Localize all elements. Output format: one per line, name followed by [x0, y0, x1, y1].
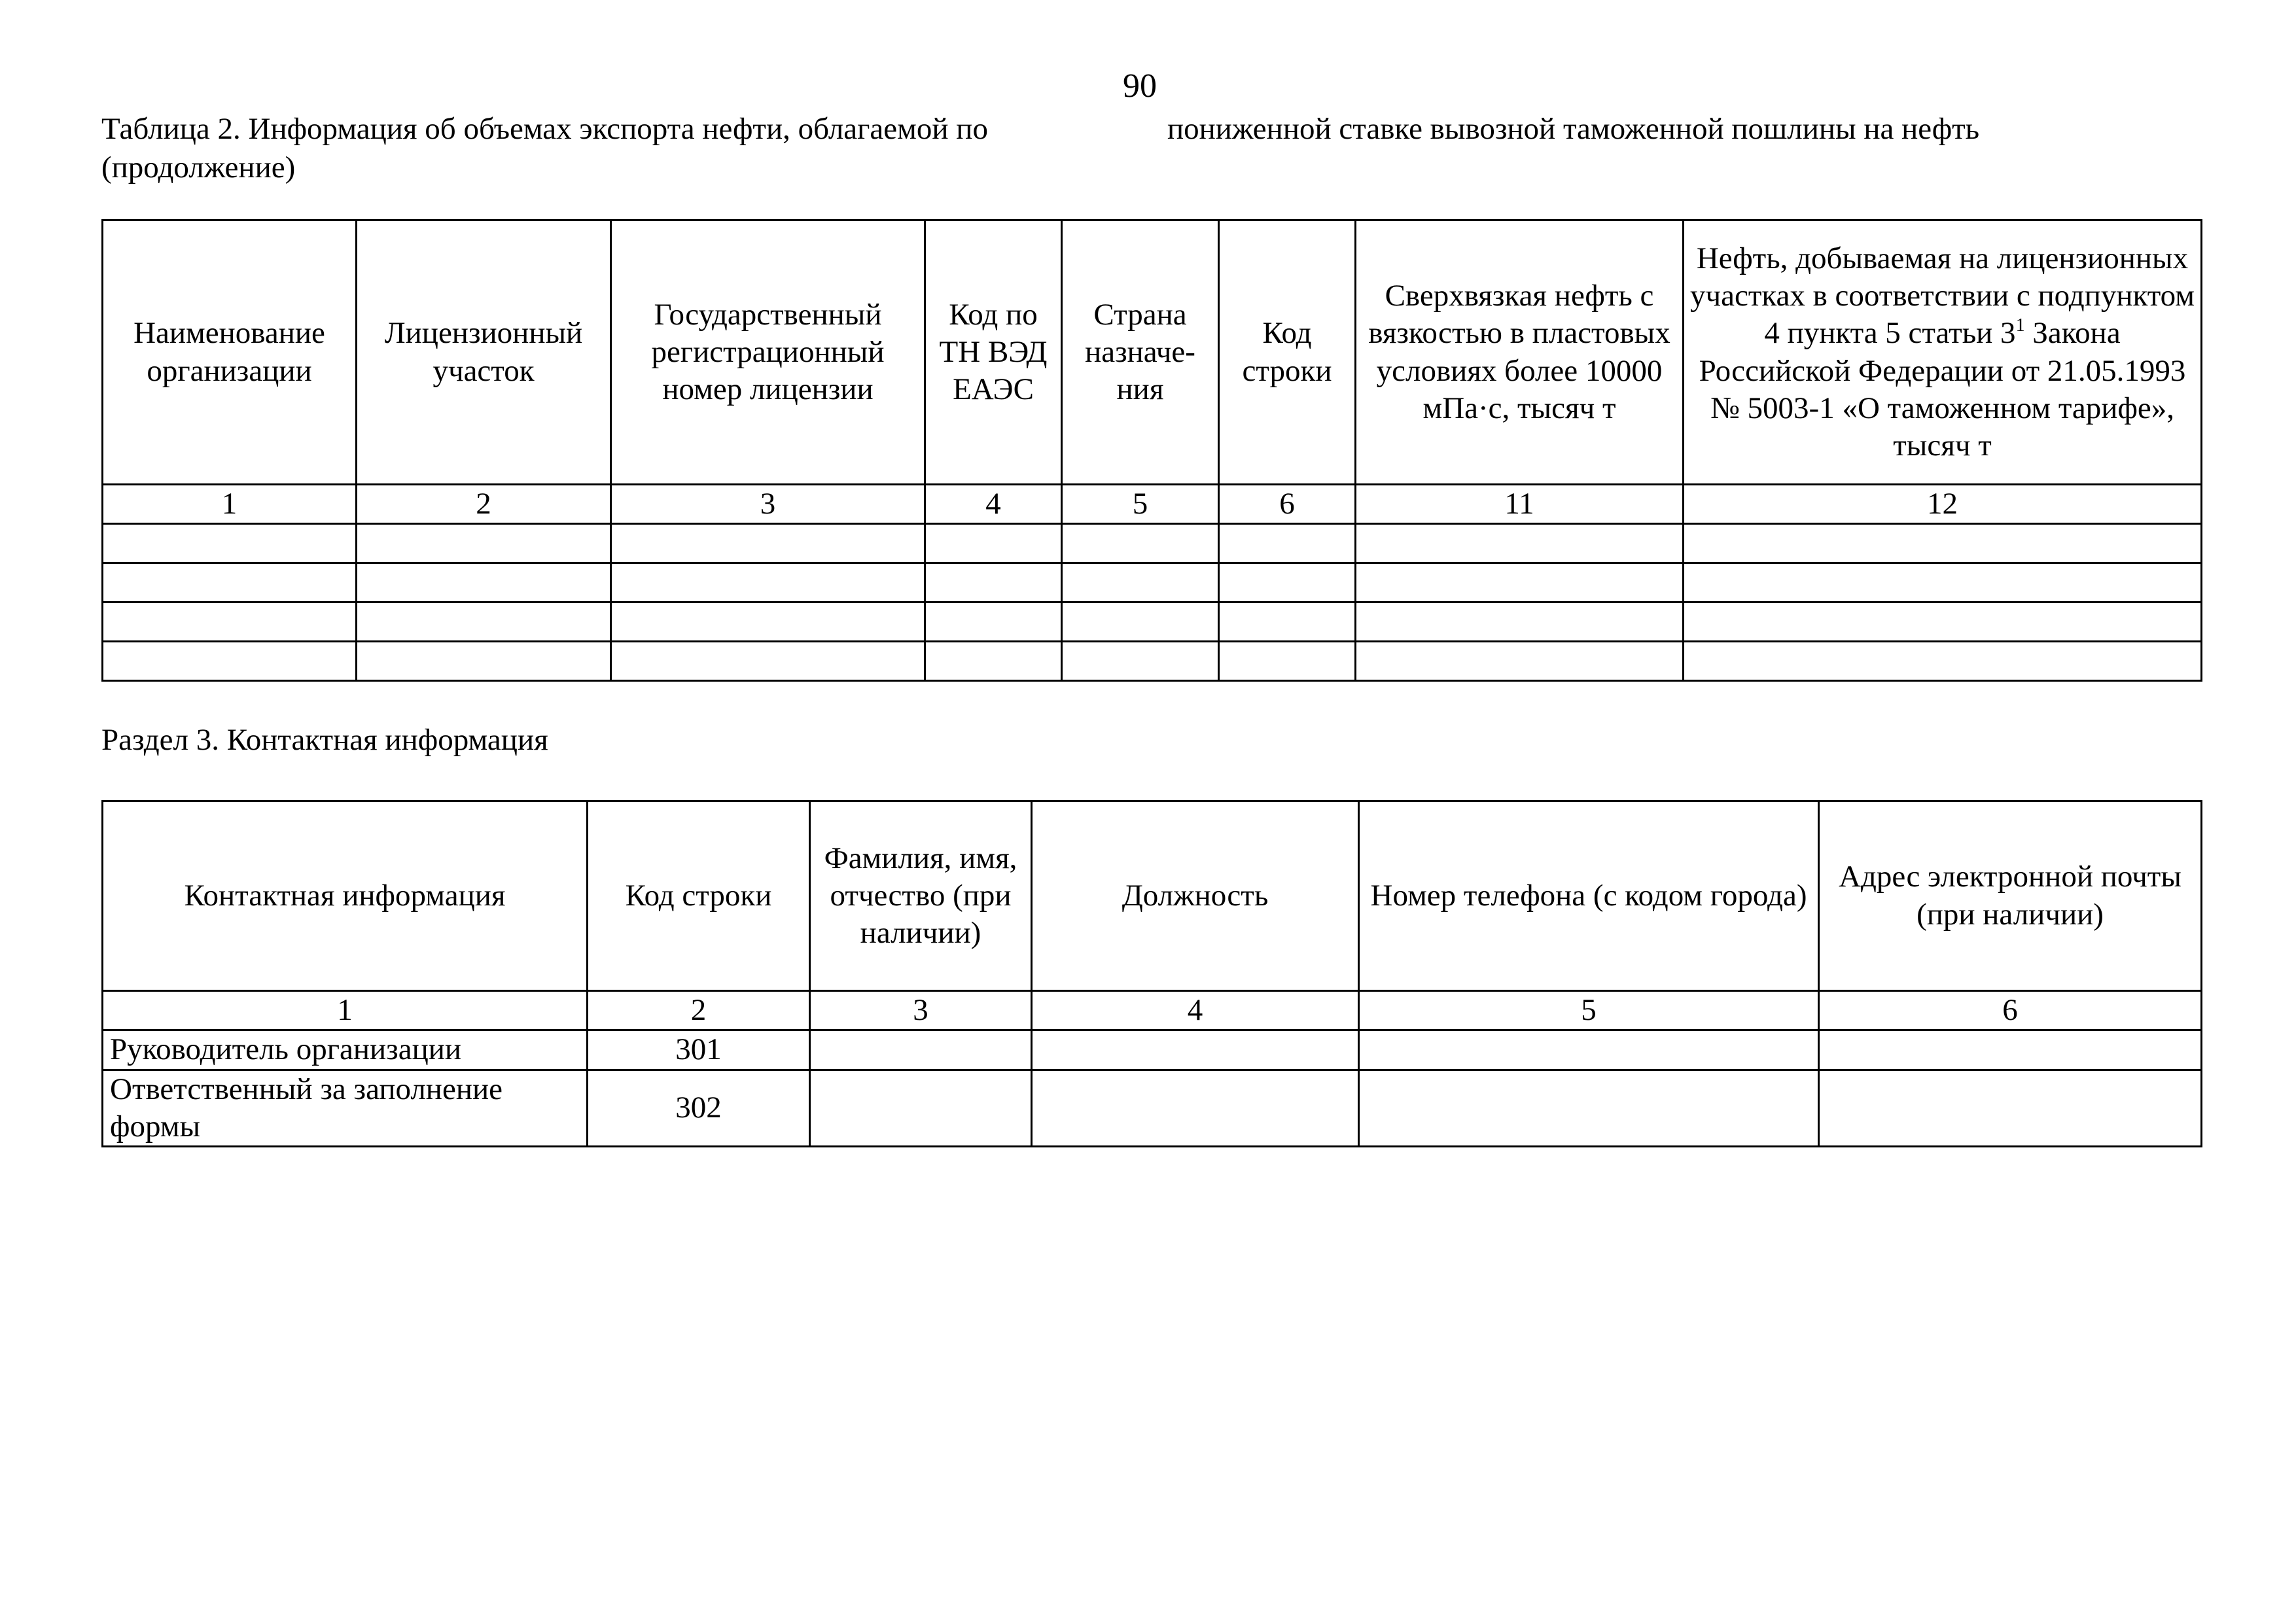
table-cell[interactable]: [925, 642, 1062, 681]
table-cell[interactable]: [1032, 1070, 1359, 1147]
column-number: 11: [1356, 485, 1684, 524]
table-cell[interactable]: [1219, 642, 1356, 681]
table-cell[interactable]: [1819, 1070, 2202, 1147]
table-row: [103, 563, 2202, 602]
table-cell[interactable]: [1359, 1030, 1819, 1070]
column-number: 6: [1219, 485, 1356, 524]
table2-caption-continued: пониженной ставке вывозной таможенной пошлины на нефть: [1167, 112, 1980, 146]
contact-role-label: Руководитель организации: [103, 1030, 588, 1070]
table-cell[interactable]: [1062, 602, 1219, 642]
header-email: Адрес электронной почты (при наличии): [1819, 801, 2202, 991]
column-number: 12: [1684, 485, 2202, 524]
header-heavy-oil: Сверхвязкая нефть с вязкостью в пластовых условиях более 10000 мПа·с, тысяч т: [1356, 220, 1684, 485]
table-cell[interactable]: [103, 563, 357, 602]
table2-header-row: [103, 220, 2202, 485]
table-row: [103, 1030, 2202, 1070]
table-cell[interactable]: [925, 602, 1062, 642]
header-license-area: Лицензионный участок: [357, 220, 611, 485]
table-row: [103, 524, 2202, 563]
column-number: 2: [357, 485, 611, 524]
column-number: 6: [1819, 991, 2202, 1030]
table-cell[interactable]: [1219, 602, 1356, 642]
table3-column-numbers: [103, 991, 2202, 1030]
table-cell[interactable]: [103, 642, 357, 681]
header-phone: Номер телефона (с кодом города): [1359, 801, 1819, 991]
header-row-code: Код строки: [588, 801, 810, 991]
header-tn-ved-code: Код по ТН ВЭД ЕАЭС: [925, 220, 1062, 485]
table-row: [103, 642, 2202, 681]
page-number: 90: [1123, 67, 1157, 105]
table-cell[interactable]: [1032, 1030, 1359, 1070]
table-cell[interactable]: [357, 642, 611, 681]
table2-caption: Таблица 2. Информация об объемах экспорта нефти, облагаемой по: [101, 112, 988, 146]
column-number: 4: [925, 485, 1062, 524]
column-number: 3: [810, 991, 1032, 1030]
licensed-oil-text-2: Закона Российской Федерации от 21.05.1993 № 5003-1 «О таможенном тарифе», тысяч т: [1699, 316, 2186, 463]
table-cell[interactable]: [1219, 563, 1356, 602]
licensed-oil-text-1: Нефть, добываемая на лицензионных участках в соответствии с подпунктом 4 пункта 5 статьи 3: [1689, 241, 2195, 351]
table-cell[interactable]: [611, 563, 925, 602]
header-position: Должность: [1032, 801, 1359, 991]
column-number: 1: [103, 485, 357, 524]
table-cell[interactable]: [1219, 524, 1356, 563]
licensed-oil-superscript: 1: [2015, 315, 2025, 336]
table3-contact-info: [101, 800, 2202, 1147]
table-cell[interactable]: [1356, 524, 1684, 563]
header-row-code: Код строки: [1219, 220, 1356, 485]
contact-role-label: Ответственный за заполнение формы: [103, 1070, 588, 1147]
contact-row-code: 302: [588, 1070, 810, 1147]
table-cell[interactable]: [925, 563, 1062, 602]
table-cell[interactable]: [1359, 1070, 1819, 1147]
table-cell[interactable]: [103, 602, 357, 642]
table-cell[interactable]: [1356, 563, 1684, 602]
contact-row-code: 301: [588, 1030, 810, 1070]
table-cell[interactable]: [1684, 642, 2202, 681]
table-cell[interactable]: [103, 524, 357, 563]
header-country: Страна назначе-ния: [1062, 220, 1219, 485]
table-cell[interactable]: [357, 563, 611, 602]
table-cell[interactable]: [357, 524, 611, 563]
table-cell[interactable]: [1356, 642, 1684, 681]
table-cell[interactable]: [611, 602, 925, 642]
column-number: 3: [611, 485, 925, 524]
table-cell[interactable]: [1684, 602, 2202, 642]
table-cell[interactable]: [810, 1030, 1032, 1070]
table2-continuation-note: (продолжение): [101, 150, 296, 184]
header-contact-info: Контактная информация: [103, 801, 588, 991]
table-cell[interactable]: [1062, 563, 1219, 602]
header-licensed-oil: [1684, 220, 2202, 485]
table-row: [103, 1070, 2202, 1147]
header-license-number: Государственный регистрационный номер лицензии: [611, 220, 925, 485]
column-number: 4: [1032, 991, 1359, 1030]
table-cell[interactable]: [925, 524, 1062, 563]
table-cell[interactable]: [1819, 1030, 2202, 1070]
table-cell[interactable]: [357, 602, 611, 642]
header-full-name: Фамилия, имя, отчество (при наличии): [810, 801, 1032, 991]
table2-column-numbers: [103, 485, 2202, 524]
table-cell[interactable]: [1356, 602, 1684, 642]
table-cell[interactable]: [1062, 642, 1219, 681]
table-cell[interactable]: [1062, 524, 1219, 563]
table-cell[interactable]: [611, 642, 925, 681]
header-org-name: Наименование организации: [103, 220, 357, 485]
column-number: 5: [1359, 991, 1819, 1030]
column-number: 1: [103, 991, 588, 1030]
table-cell[interactable]: [1684, 563, 2202, 602]
table-cell[interactable]: [810, 1070, 1032, 1147]
table-cell[interactable]: [611, 524, 925, 563]
section3-title: Раздел 3. Контактная информация: [101, 723, 548, 757]
table3-header-row: [103, 801, 2202, 991]
table-cell[interactable]: [1684, 524, 2202, 563]
column-number: 5: [1062, 485, 1219, 524]
column-number: 2: [588, 991, 810, 1030]
table2-oil-export: [101, 219, 2202, 682]
table-row: [103, 602, 2202, 642]
